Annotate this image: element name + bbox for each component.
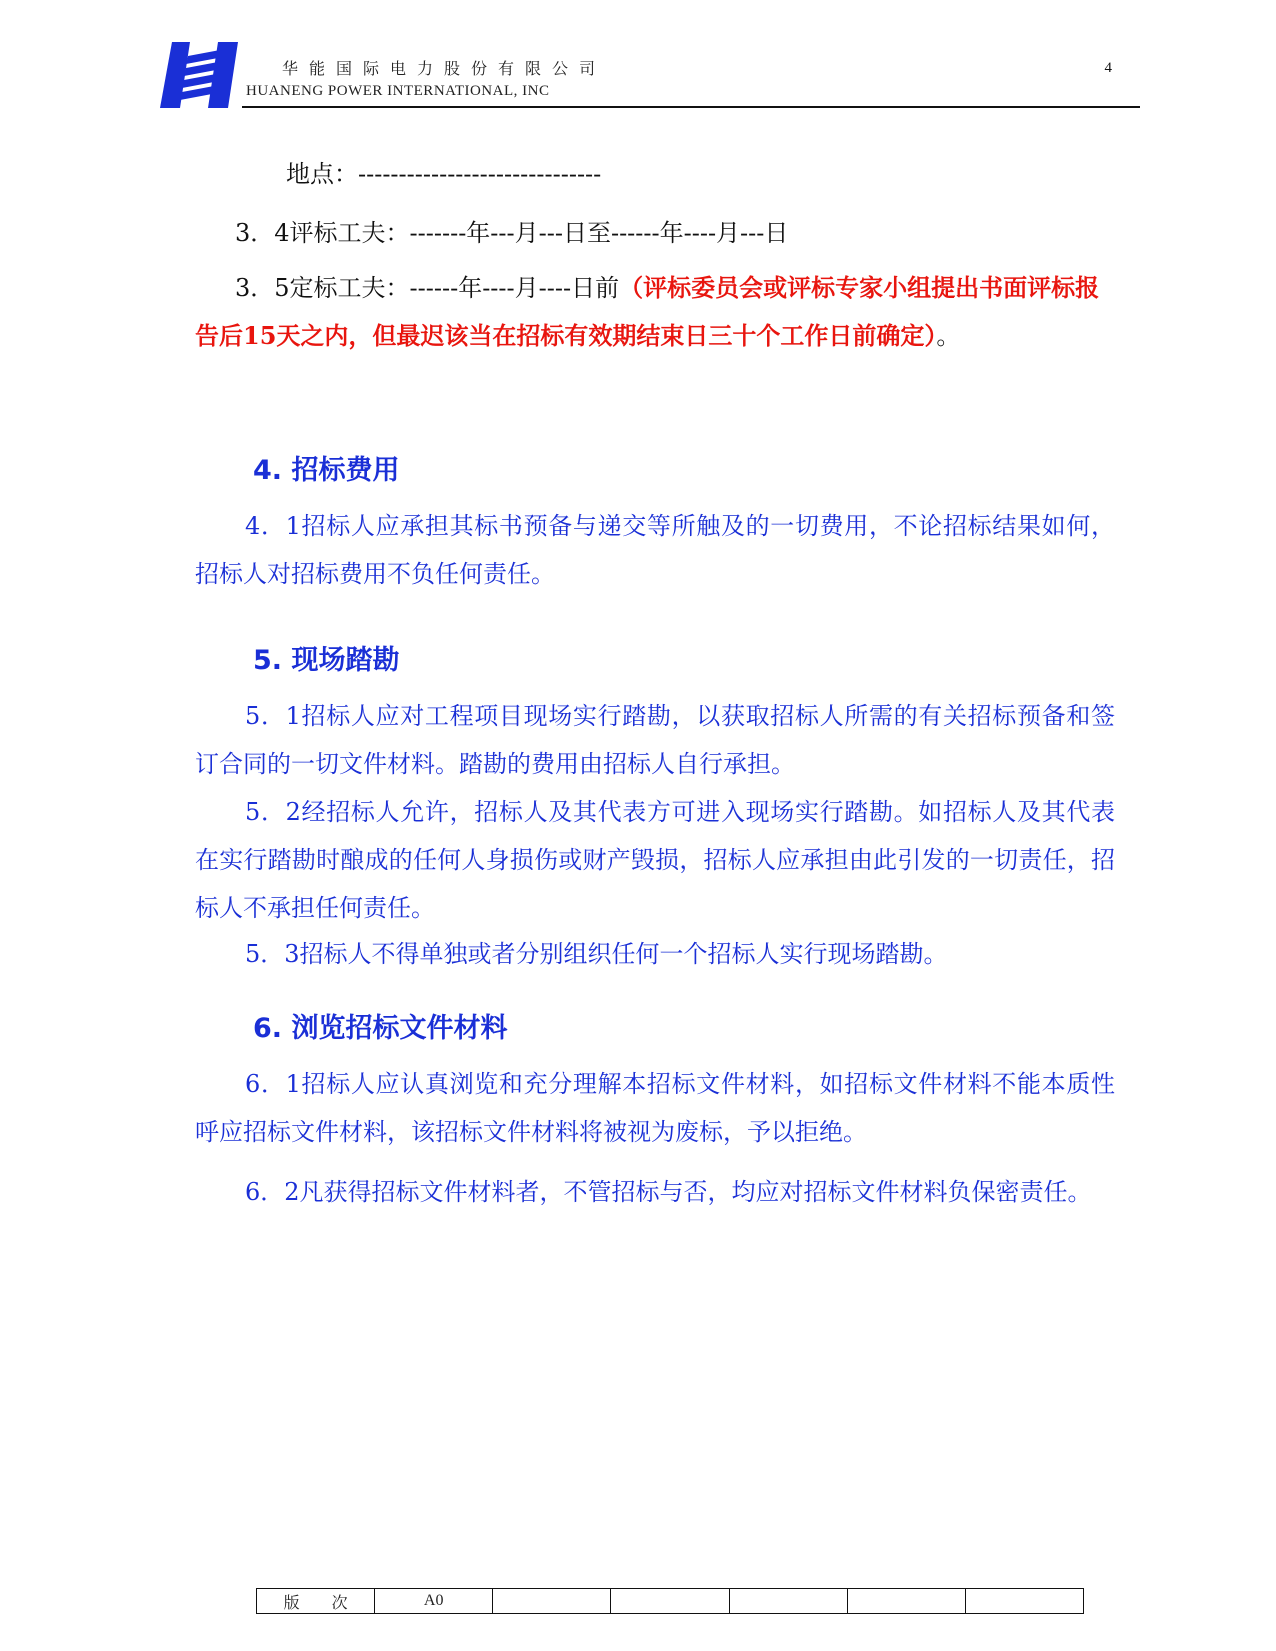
- item-3-4: 3．4评标工夫：-------年---月---日至------年----月---日: [235, 219, 789, 247]
- version-label: 版 次: [257, 1589, 375, 1614]
- item-6-2: 6．2凡获得招标文件材料者，不管招标与否，均应对招标文件材料负保密责任。: [245, 1178, 1092, 1206]
- version-cell-empty: [493, 1589, 611, 1614]
- page-header: [160, 40, 1140, 110]
- item-5-3: 5．3招标人不得单独或者分别组织任何一个招标人实行现场踏勘。: [245, 940, 948, 968]
- item-3-5: [195, 264, 1115, 360]
- item-4-1: 4．1招标人应承担其标书预备与递交等所触及的一切费用，不论招标结果如何，招标人对招标费用不负任何责任。: [195, 512, 1115, 588]
- company-name-en: HUANENG POWER INTERNATIONAL, INC: [246, 83, 550, 99]
- section-6-heading: 6. 浏览招标文件材料: [253, 1013, 508, 1044]
- version-value: A0: [375, 1589, 493, 1614]
- version-table: [256, 1588, 1084, 1614]
- item-5-1: 5．1招标人应对工程项目现场实行踏勘，以获取招标人所需的有关招标预备和签订合同的一切文件材料。踏勘的费用由招标人自行承担。: [195, 702, 1115, 778]
- huaneng-logo-icon: [160, 42, 240, 108]
- version-cell-empty: [729, 1589, 847, 1614]
- page-number: 4: [1104, 60, 1112, 76]
- item-3-5-emphasis: （评标委员会或评标专家小组提出书面评标报告后15天之内，但最迟该当在招标有效期结束日三十个工作日前确定）: [195, 273, 1100, 350]
- location-line: 地点：------------------------------: [286, 160, 602, 188]
- section-4-heading: 4. 招标费用: [253, 455, 400, 486]
- header-divider: [242, 106, 1140, 108]
- company-name-cn: 华能国际电力股份有限公司: [282, 59, 607, 78]
- version-cell-empty: [611, 1589, 729, 1614]
- section-5-heading: 5. 现场踏勘: [253, 645, 400, 676]
- item-6-1: 6．1招标人应认真浏览和充分理解本招标文件材料，如招标文件材料不能本质性呼应招标文件材料，该招标文件材料将被视为废标，予以拒绝。: [195, 1070, 1115, 1146]
- item-5-2: 5．2经招标人允许，招标人及其代表方可进入现场实行踏勘。如招标人及其代表在实行踏勘时酿成的任何人身损伤或财产毁损，招标人应承担由此引发的一切责任，招标人不承担任何责任。: [195, 798, 1115, 922]
- item-3-5-prefix: 3．5定标工夫：------年----月----日前: [235, 274, 620, 302]
- version-cell-empty: [847, 1589, 965, 1614]
- item-3-5-suffix: 。: [936, 322, 961, 350]
- version-cell-empty: [965, 1589, 1083, 1614]
